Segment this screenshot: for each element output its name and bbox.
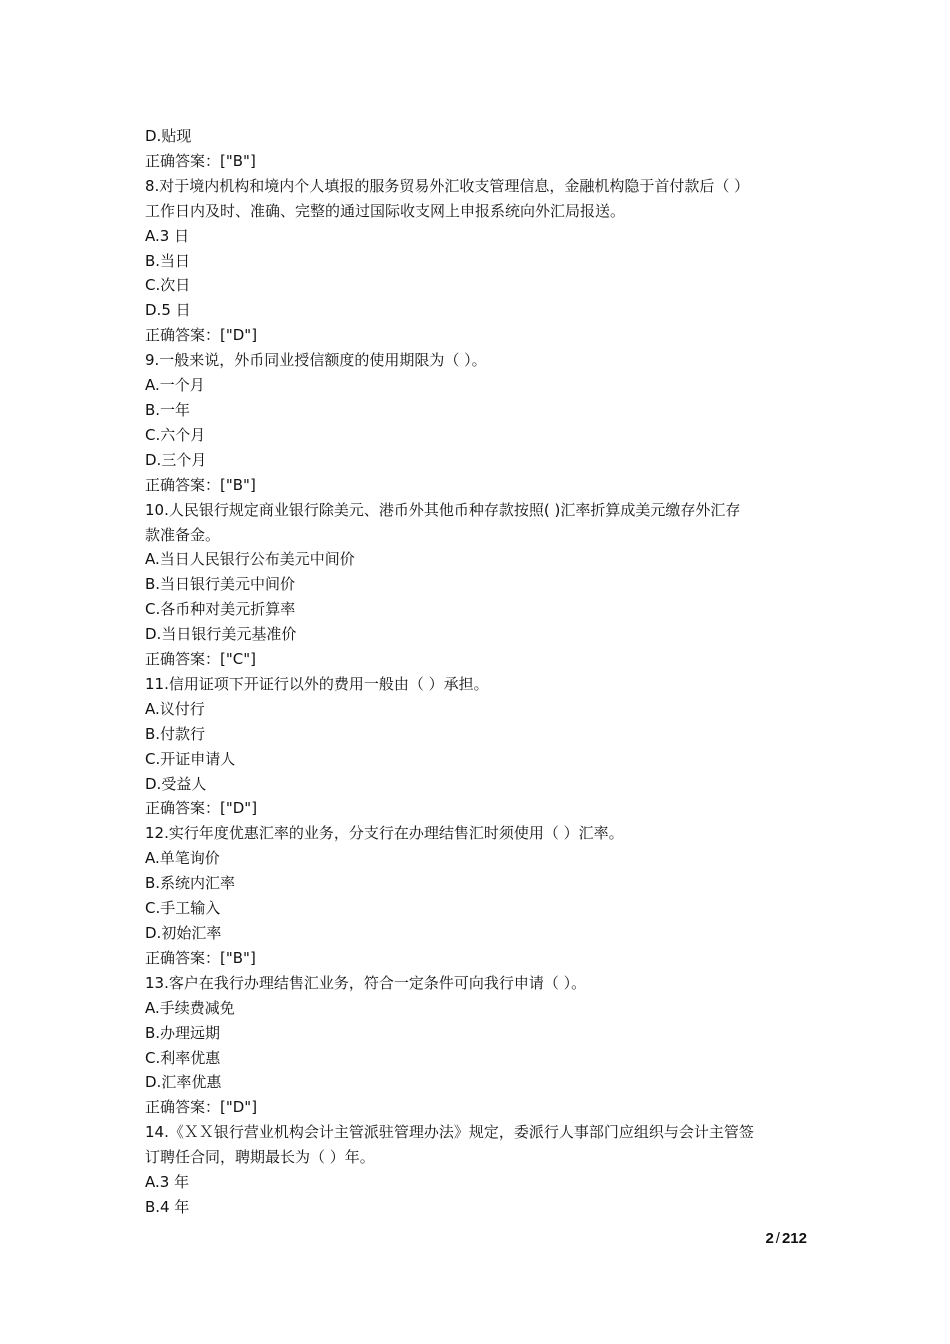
question-8-answer: 正确答案：["D"]: [145, 326, 258, 345]
question-14-stem: 14.《ＸＸ银行营业机构会计主管派驻管理办法》规定，委派行人事部门应组织与会计主管签: [145, 1123, 754, 1142]
question-12-option-d: D.初始汇率: [145, 924, 222, 942]
question-9-stem: 9.一般来说，外币同业授信额度的使用期限为（ ）。: [145, 351, 487, 370]
question-8-stem: 8.对于境内机构和境内个人填报的服务贸易外汇收支管理信息，金融机构隐于首付款后（ ）: [145, 176, 750, 195]
question-9-option-c: C.六个月: [145, 425, 206, 444]
question-8-option-c: C.次日: [145, 276, 191, 295]
question-10-stem-continued: 款准备金。: [145, 525, 221, 544]
question-10-stem: 10.人民银行规定商业银行除美元、港币外其他币种存款按照( )汇率折算成美元缴存外汇存: [145, 500, 741, 519]
question-11-option-d: D.受益人: [145, 774, 207, 793]
question-8-option-a: A.3 日: [145, 226, 190, 245]
question-13-option-a: A.手续费减免: [145, 998, 235, 1017]
question-13-option-b: B.办理远期: [145, 1023, 221, 1042]
question-10-option-c: C.各币种对美元折算率: [145, 600, 296, 619]
total-page-count: 212: [781, 1230, 807, 1247]
question-11-option-b: B.付款行: [145, 724, 206, 743]
question-13-option-c: C.利率优惠: [145, 1048, 221, 1067]
question-13-option-d: D.汇率优惠: [145, 1073, 222, 1092]
option-line: D.贴现: [145, 127, 192, 145]
question-9-option-a: A.一个月: [145, 376, 205, 395]
question-9-option-d: D.三个月: [145, 450, 207, 469]
question-12-option-b: B.系统内汇率: [145, 874, 236, 893]
question-9-option-b: B.一年: [145, 400, 191, 419]
question-14-option-b: B.4 年: [145, 1197, 190, 1216]
page-separator: /: [775, 1230, 780, 1247]
question-13-stem: 13.客户在我行办理结售汇业务，符合一定条件可向我行申请（ ）。: [145, 973, 587, 992]
question-11-option-a: A.议付行: [145, 699, 205, 718]
question-9-answer: 正确答案：["B"]: [145, 475, 256, 494]
answer-line: 正确答案：["B"]: [145, 151, 256, 170]
question-10-option-d: D.当日银行美元基准价: [145, 625, 297, 644]
question-10-answer: 正确答案：["C"]: [145, 650, 256, 669]
question-13-answer: 正确答案：["D"]: [145, 1098, 258, 1117]
page-content: [145, 124, 810, 1220]
question-12-stem: 12.实行年度优惠汇率的业务，分支行在办理结售汇时须使用（ ）汇率。: [145, 824, 624, 843]
question-12-option-c: C.手工输入: [145, 899, 221, 918]
current-page-number: 2: [765, 1230, 774, 1247]
question-14-option-a: A.3 年: [145, 1173, 190, 1192]
page-number: [765, 1229, 807, 1249]
question-8-stem-continued: 工作日内及时、准确、完整的通过国际收支网上申报系统向外汇局报送。: [145, 201, 626, 220]
question-11-answer: 正确答案：["D"]: [145, 799, 258, 818]
question-11-stem: 11.信用证项下开证行以外的费用一般由（ ）承担。: [145, 674, 489, 693]
question-8-option-b: B.当日: [145, 251, 191, 270]
question-10-option-b: B.当日银行美元中间价: [145, 575, 296, 594]
question-8-option-d: D.5 日: [145, 301, 191, 320]
question-11-option-c: C.开证申请人: [145, 749, 236, 768]
question-10-option-a: A.当日人民银行公布美元中间价: [145, 550, 355, 569]
question-14-stem-continued: 订聘任合同，聘期最长为（ ）年。: [145, 1148, 375, 1167]
question-12-answer: 正确答案：["B"]: [145, 948, 256, 967]
question-12-option-a: A.单笔询价: [145, 849, 220, 868]
